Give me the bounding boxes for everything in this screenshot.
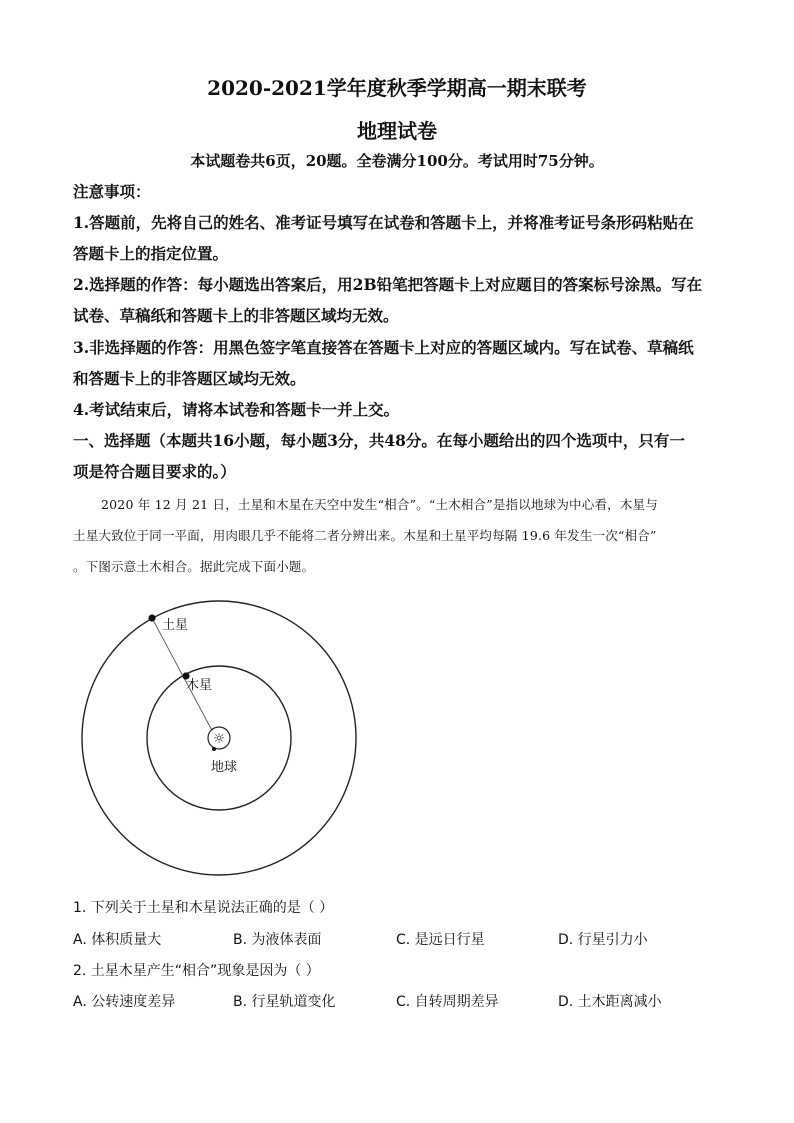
question-option[interactable]: B. 行星轨道变化 bbox=[233, 994, 336, 1010]
exam-title: 2020-2021学年度秋季学期高一期末联考 bbox=[207, 76, 587, 100]
section-heading: 一、选择题（本题共16小题，每小题3分，共48分。在每小题给出的四个选项中，只有一 bbox=[73, 431, 685, 450]
sun-symbol: ☼ bbox=[212, 731, 226, 747]
notice-heading: 注意事项： bbox=[73, 182, 151, 201]
section-heading-cont: 项是符合题目要求的。） bbox=[73, 462, 236, 481]
exam-subject: 地理试卷 bbox=[357, 119, 437, 143]
notice-line: 答题卡上的指定位置。 bbox=[73, 244, 229, 263]
question-stem: 1. 下列关于土星和木星说法正确的是（ ） bbox=[73, 900, 334, 916]
notice-line: 1.答题前，先将自己的姓名、准考证号填写在试卷和答题卡上，并将准考证号条形码粘贴在 bbox=[73, 213, 694, 232]
notice-line: 试卷、草稿纸和答题卡上的非答题区域均无效。 bbox=[73, 306, 399, 325]
passage-line: 。下图示意土木相合。据此完成下面小题。 bbox=[73, 559, 315, 574]
saturn-jupiter-conjunction-figure bbox=[70, 595, 370, 885]
question-option[interactable]: C. 是远日行星 bbox=[396, 932, 485, 948]
notice-line: 2.选择题的作答：每小题选出答案后，用2B铅笔把答题卡上对应题目的答案标号涂黑。写在 bbox=[73, 275, 703, 294]
passage-line: 2020 年 12 月 21 日，土星和木星在天空中发生“相合”。“土木相合”是指以地球为中心看，木星与 bbox=[101, 497, 658, 512]
earth-label: 地球 bbox=[211, 760, 238, 775]
question-option[interactable]: D. 土木距离减小 bbox=[558, 994, 662, 1010]
passage-line: 土星大致位于同一平面，用肉眼几乎不能将二者分辨出来。木星和土星平均每隔 19.6 年发生一次“相合” bbox=[73, 528, 657, 543]
notice-line: 3.非选择题的作答：用黑色签字笔直接答在答题卡上对应的答题区域内。写在试卷、草稿纸 bbox=[73, 338, 694, 357]
question-option[interactable]: A. 体积质量大 bbox=[73, 932, 162, 948]
question-stem: 2. 土星木星产生“相合”现象是因为（ ） bbox=[73, 963, 320, 979]
jupiter-label: 木星 bbox=[186, 678, 213, 693]
notice-line: 4.考试结束后，请将本试卷和答题卡一并上交。 bbox=[73, 400, 400, 419]
question-option[interactable]: B. 为液体表面 bbox=[233, 932, 322, 948]
question-option[interactable]: A. 公转速度差异 bbox=[73, 994, 176, 1010]
exam-info: 本试题卷共6页，20题。全卷满分100分。考试用时75分钟。 bbox=[190, 152, 604, 170]
question-option[interactable]: D. 行星引力小 bbox=[558, 932, 648, 948]
question-option[interactable]: C. 自转周期差异 bbox=[396, 994, 499, 1010]
earth-dot bbox=[212, 747, 216, 751]
notice-line: 和答题卡上的非答题区域均无效。 bbox=[73, 369, 306, 388]
saturn-dot bbox=[148, 614, 155, 621]
saturn-label: 土星 bbox=[162, 618, 189, 633]
